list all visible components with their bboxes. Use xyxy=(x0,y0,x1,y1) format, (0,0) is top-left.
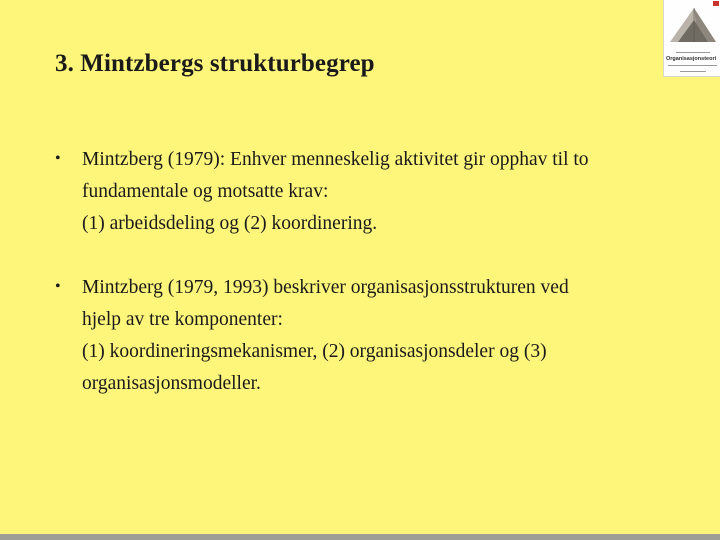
bullet-text-line: Mintzberg (1979, 1993) beskriver organisasjonsstrukturen ved xyxy=(82,277,569,298)
cover-author-line xyxy=(676,52,710,53)
bullet-text-line: (1) arbeidsdeling og (2) koordinering. xyxy=(82,213,378,234)
book-cover-thumbnail xyxy=(663,0,720,77)
bullet-text-line: organisasjonsmodeller. xyxy=(82,373,261,394)
mountain-tent-icon xyxy=(664,0,720,52)
bullet-item xyxy=(55,272,665,400)
bullet-item xyxy=(55,144,665,240)
bullet-list xyxy=(55,144,665,432)
bullet-text-line: Mintzberg (1979): Enhver menneskelig aktivitet gir opphav til to xyxy=(82,149,589,170)
bullet-text-line: hjelp av tre komponenter: xyxy=(82,309,283,330)
slide-title: 3. Mintzbergs strukturbegrep xyxy=(55,50,375,77)
cover-subtitle-line xyxy=(668,65,717,66)
footer-bar xyxy=(0,534,720,540)
bullet-marker: • xyxy=(55,150,61,167)
bullet-text-line: (1) koordineringsmekanismer, (2) organisasjonsdeler og (3) xyxy=(82,341,547,362)
bullet-marker: • xyxy=(55,278,61,295)
cover-publisher-line xyxy=(680,71,706,72)
bullet-text-line: fundamentale og motsatte krav: xyxy=(82,181,329,202)
book-title: Organisasjonsteori xyxy=(666,56,717,62)
